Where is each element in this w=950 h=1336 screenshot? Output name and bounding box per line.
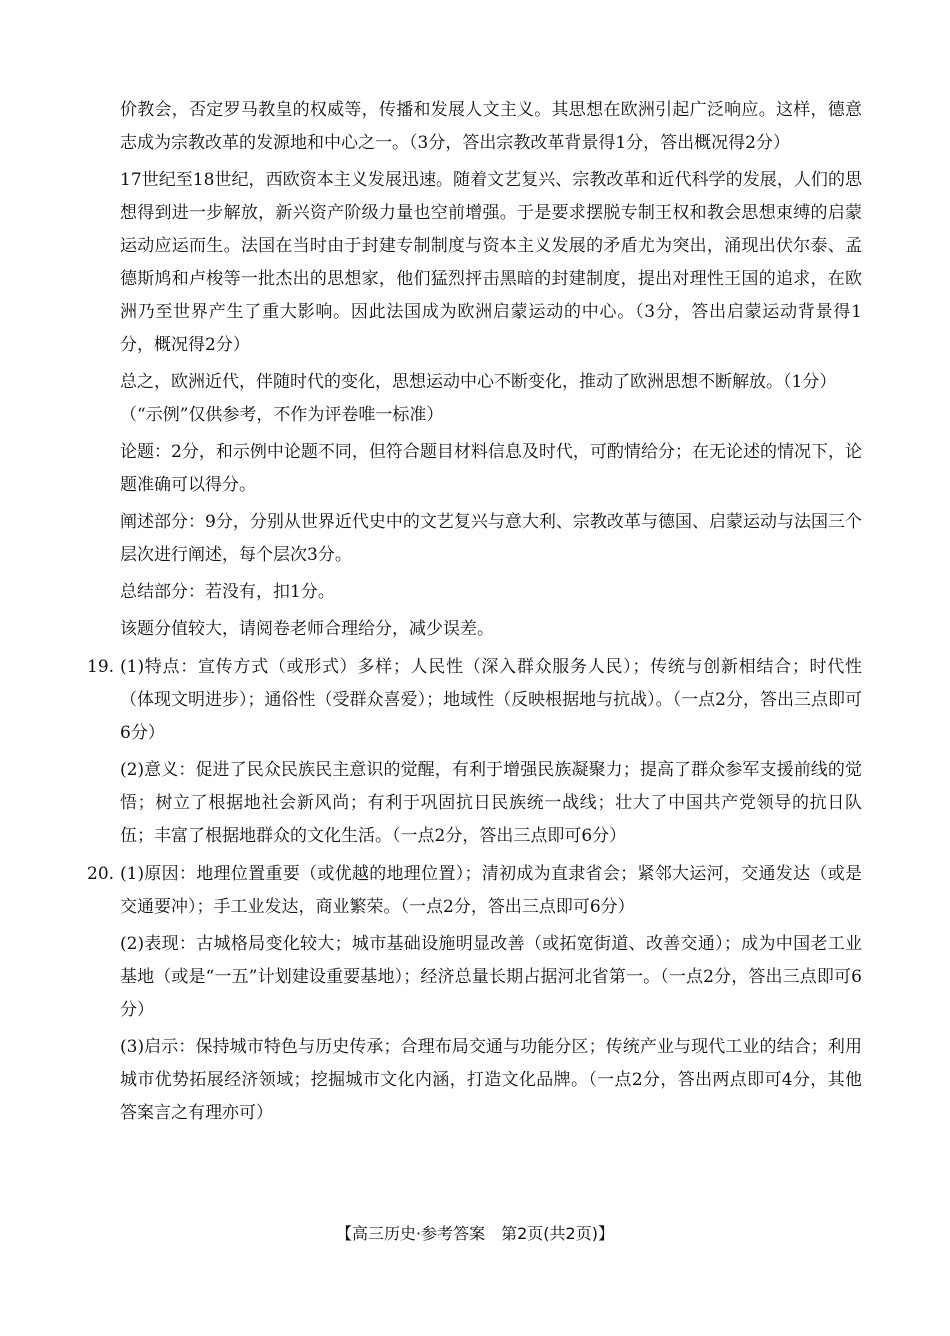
- scoring-exposition: 阐述部分：9分，分别从世界近代史中的文艺复兴与意大利、宗教改革与德国、启蒙运动与法国三个层次进行阐述，每个层次3分。: [120, 512, 862, 565]
- answer-paragraph-enlightenment: 17世纪至18世纪，西欧资本主义发展迅速。随着文艺复兴、宗教改革和近代科学的发展，人们的思想得到进一步解放，新兴资产阶级力量也空前增强。于是要求摆脱专制王权和教会思想束缚的启蒙运动应运而生。法国在当时由于封建专制制度与资本主义发展的矛盾尤为突出，涌现出伏尔泰、孟德斯鸠和卢梭等一批杰出的思想家，他们猛烈抨击黑暗的封建制度，提出对理性王国的追求，在欧洲乃至世界产生了重大影响。因此法国成为欧洲启蒙运动的中心。（3分，答出启蒙运动背景得1分，概况得2分）: [120, 170, 862, 355]
- question-number: 19.: [87, 657, 115, 677]
- question-20-part-2: (2)表现：古城格局变化较大；城市基础设施明显改善（或拓宽街道、改善交通）；成为中国老工业基地（或是“一五”计划建设重要基地）；经济总量长期占据河北省第一。（一点2分，答出三点即可6分）: [120, 934, 862, 1020]
- question-19: [87, 651, 862, 853]
- scoring-reminder: 该题分值较大，请阅卷老师合理给分，减少误差。: [120, 619, 494, 639]
- answer-paragraph-summary: 总之，欧洲近代，伴随时代的变化，思想运动中心不断变化，推动了欧洲思想不断解放。（1分）: [120, 372, 837, 392]
- answer-paragraph-reformation: 价教会，否定罗马教皇的权威等，传播和发展人文主义。其思想在欧洲引起广泛响应。这样，德意志成为宗教改革的发源地和中心之一。（3分，答出宗教改革背景得1分，答出概况得2分）: [120, 100, 862, 153]
- question-20: [87, 858, 862, 1130]
- answer-note-example: （“示例”仅供参考，不作为评卷唯一标准）: [120, 405, 444, 425]
- question-20-part-1: (1)原因：地理位置重要（或优越的地理位置）；清初成为直隶省会；紧邻大运河，交通发达（或是交通要冲）；手工业发达，商业繁荣。（一点2分，答出三点即可6分）: [120, 864, 862, 917]
- scoring-conclusion: 总结部分：若没有，扣1分。: [120, 582, 335, 602]
- question-19-part-1: (1)特点：宣传方式（或形式）多样；人民性（深入群众服务人民）；传统与创新相结合；时代性（体现文明进步）；通俗性（受群众喜爱）；地域性（反映根据地与抗战）。（一点2分，答出三点即可6分）: [120, 657, 862, 743]
- page-footer: 【高三历史·参考答案 第2页(共2页)】: [336, 1224, 614, 1243]
- question-19-part-2: (2)意义：促进了民众民族民主意识的觉醒，有利于增强民族凝聚力；提高了群众参军支援前线的觉悟；树立了根据地社会新风尚；有利于巩固抗日民族统一战线；壮大了中国共产党领导的抗日队伍；丰富了根据地群众的文化生活。（一点2分，答出三点即可6分）: [120, 760, 862, 846]
- question-20-part-3: (3)启示：保持城市特色与历史传承；合理布局交通与功能分区；传统产业与现代工业的结合；利用城市优势拓展经济领域；挖掘城市文化内涵，打造文化品牌。（一点2分，答出两点即可4分，其他答案言之有理亦可）: [120, 1037, 862, 1123]
- answer-content: [87, 94, 862, 1130]
- scoring-thesis: 论题：2分，和示例中论题不同，但符合题目材料信息及时代，可酌情给分；在无论述的情况下，论题准确可以得分。: [120, 442, 862, 495]
- question-number: 20.: [87, 864, 115, 884]
